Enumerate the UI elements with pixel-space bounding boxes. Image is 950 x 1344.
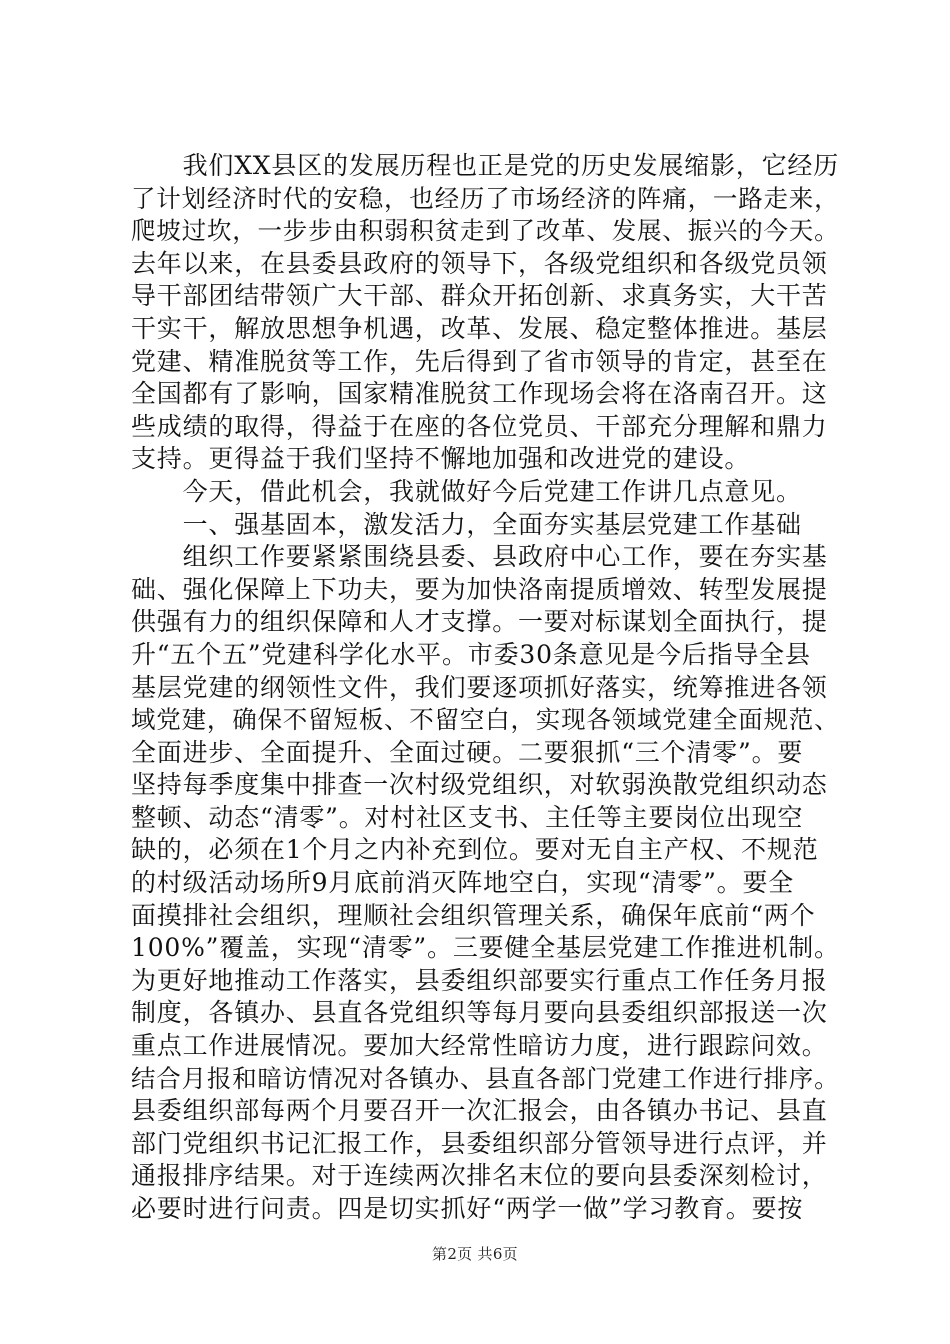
- text-line: 域党建，确保不留短板、不留空白，实现各领域党建全面规范、: [131, 705, 840, 735]
- text-line: 供强有力的组织保障和人才支撑。一要对标谋划全面执行，提: [131, 607, 828, 637]
- text-line: 结合月报和暗访情况对各镇办、县直各部门党建工作进行排序。: [131, 1063, 840, 1093]
- text-line: 的村级活动场所9月底前消灭阵地空白，实现“清零”。要全: [131, 868, 795, 898]
- text-line: 通报排序结果。对于连续两次排名末位的要向县委深刻检讨，: [131, 1161, 828, 1191]
- text-line: 了计划经济时代的安稳，也经历了市场经济的阵痛，一路走来，: [131, 183, 840, 213]
- text-line: 支持。更得益于我们坚持不懈地加强和改进党的建设。: [131, 444, 751, 474]
- text-line: 县委组织部每两个月要召开一次汇报会，由各镇办书记、县直: [131, 1096, 828, 1126]
- text-line: 今天，借此机会，我就做好今后党建工作讲几点意见。: [131, 476, 802, 506]
- text-line: 升“五个五”党建科学化水平。市委30条意见是今后指导全县: [131, 639, 811, 669]
- text-line: 导干部团结带领广大干部、群众开拓创新、求真务实，大干苦: [131, 281, 828, 311]
- text-line: 些成绩的取得，得益于在座的各位党员、干部充分理解和鼎力: [131, 411, 828, 441]
- document-body: [131, 150, 851, 1226]
- text-line: 一、强基固本，激发活力，全面夯实基层党建工作基础: [131, 509, 802, 539]
- text-line: 我们XX县区的发展历程也正是党的历史发展缩影，它经历: [131, 151, 839, 180]
- text-line: 全国都有了影响，国家精准脱贫工作现场会将在洛南召开。这: [131, 379, 828, 409]
- text-line: 面摸排社会组织，理顺社会组织管理关系，确保年底前“两个: [131, 900, 816, 930]
- text-line: 党建、精准脱贫等工作，先后得到了省市领导的肯定，甚至在: [131, 346, 828, 376]
- text-line: 部门党组织书记汇报工作，县委组织部分管领导进行点评，并: [131, 1128, 828, 1158]
- text-line: 组织工作要紧紧围绕县委、县政府中心工作，要在夯实基: [131, 542, 828, 572]
- text-line: 制度，各镇办、县直各党组织等每月要向县委组织部报送一次: [131, 998, 828, 1028]
- text-line: 重点工作进展情况。要加大经常性暗访力度，进行跟踪问效。: [131, 1031, 828, 1061]
- text-line: 缺的，必须在1个月之内补充到位。要对无自主产权、不规范: [131, 835, 819, 865]
- page-footer: 第2页 共6页: [432, 1245, 518, 1263]
- text-line: 础、强化保障上下功夫，要为加快洛南提质增效、转型发展提: [131, 574, 828, 604]
- text-line: 全面进步、全面提升、全面过硬。二要狠抓“三个清零”。要: [131, 737, 804, 767]
- text-line: 去年以来，在县委县政府的领导下，各级党组织和各级党员领: [131, 248, 828, 278]
- text-line: 干实干，解放思想争机遇，改革、发展、稳定整体推进。基层: [131, 313, 828, 343]
- text-line: 爬坡过坎，一步步由积弱积贫走到了改革、发展、振兴的今天。: [131, 216, 840, 246]
- text-line: 100%”覆盖，实现“清零”。三要健全基层党建工作推进机制。: [131, 933, 840, 963]
- text-line: 坚持每季度集中排查一次村级党组织，对软弱涣散党组织动态: [131, 770, 828, 800]
- text-line: 整顿、动态“清零”。对村社区支书、主任等主要岗位出现空: [131, 802, 804, 832]
- text-line: 基层党建的纲领性文件，我们要逐项抓好落实，统筹推进各领: [131, 672, 828, 702]
- text-line: 必要时进行问责。四是切实抓好“两学一做”学习教育。要按: [131, 1194, 804, 1223]
- text-line: 为更好地推动工作落实，县委组织部要实行重点工作任务月报: [131, 965, 828, 995]
